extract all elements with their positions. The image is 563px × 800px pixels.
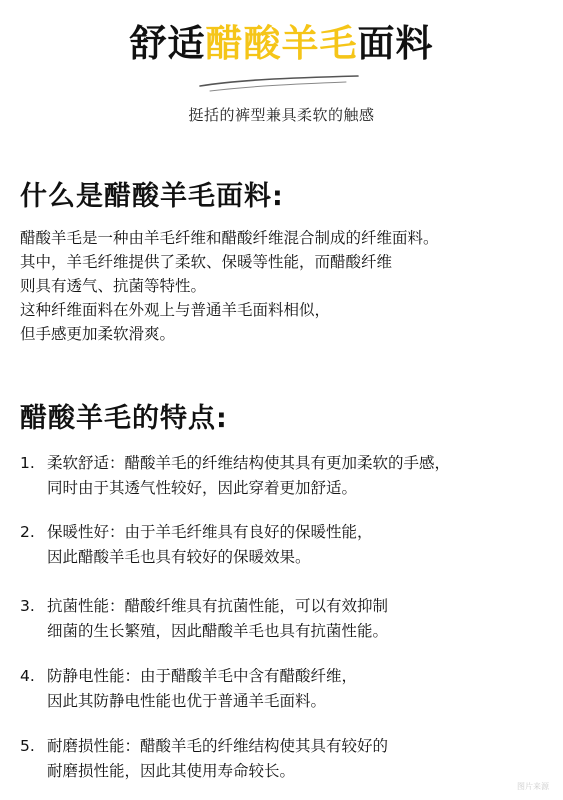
feature-text-continued: 同时由于其透气性较好，因此穿着更加舒适。 [47, 479, 358, 497]
feature-number: 4. [20, 667, 35, 685]
feature-text: 柔软舒适：醋酸羊毛的纤维结构使其具有更加柔软的手感， [47, 454, 451, 472]
paragraph-line: 醋酸羊毛是一种由羊毛纤维和醋酸纤维混合制成的纤维面料。 [20, 229, 439, 247]
feature-item [20, 520, 560, 570]
feature-number: 1. [20, 454, 35, 472]
feature-text: 耐磨损性能：醋酸羊毛的纤维结构使其具有较好的 [47, 737, 389, 755]
paragraph-line: 但手感更加柔软滑爽。 [20, 325, 176, 343]
title-suffix: 面料 [357, 22, 434, 65]
feature-text-continued: 细菌的生长繁殖，因此醋酸羊毛也具有抗菌性能。 [47, 622, 389, 640]
feature-item [20, 664, 560, 714]
paragraph-line: 这种纤维面料在外观上与普通羊毛面料相似， [20, 301, 331, 319]
feature-number: 5. [20, 737, 35, 755]
feature-number: 2. [20, 523, 35, 541]
definition-paragraph [20, 226, 555, 346]
feature-text-continued: 耐磨损性能，因此其使用寿命较长。 [47, 762, 296, 780]
brush-underline [196, 72, 362, 94]
feature-text: 防静电性能：由于醋酸羊毛中含有醋酸纤维， [47, 667, 358, 685]
paragraph-line: 则具有透气、抗菌等特性。 [20, 277, 207, 295]
section-heading-features: 醋酸羊毛的特点: [20, 403, 228, 434]
feature-text-continued: 因此其防静电性能也优于普通羊毛面料。 [47, 692, 327, 710]
feature-item [20, 594, 560, 644]
feature-item [20, 734, 560, 784]
feature-number: 3. [20, 597, 35, 615]
paragraph-line: 其中，羊毛纤维提供了柔软、保暖等性能，而醋酸纤维 [20, 253, 393, 271]
title-prefix: 舒适 [129, 22, 206, 65]
feature-text: 保暖性好：由于羊毛纤维具有良好的保暖性能， [47, 523, 373, 541]
watermark: 图片来源 [517, 782, 549, 791]
feature-text-continued: 因此醋酸羊毛也具有较好的保暖效果。 [47, 548, 311, 566]
feature-item [20, 451, 560, 501]
page-subtitle: 挺括的裤型兼具柔软的触感 [188, 106, 375, 124]
section-heading-definition: 什么是醋酸羊毛面料: [20, 181, 284, 212]
feature-text: 抗菌性能：醋酸纤维具有抗菌性能，可以有效抑制 [47, 597, 389, 615]
page-title [0, 22, 563, 66]
title-highlight: 醋酸羊毛 [205, 22, 358, 65]
